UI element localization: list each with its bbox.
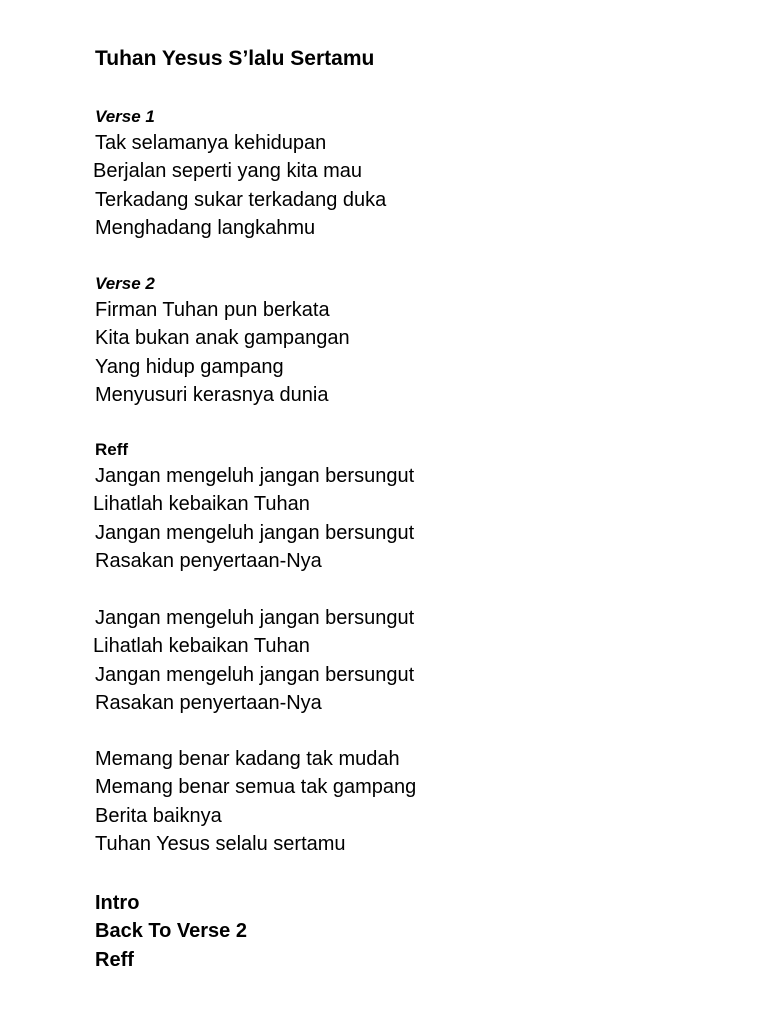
lyric-line: Jangan mengeluh jangan bersungut: [95, 465, 415, 487]
lyric-line: Kita bukan anak gampangan: [95, 327, 350, 350]
arrangement-item: Back To Verse 2: [95, 920, 247, 943]
lyric-line: Terkadang sukar terkadang duka: [95, 188, 387, 211]
lyric-line: Berjalan seperti yang kita mau: [93, 160, 363, 183]
song-title: Tuhan Yesus S’lalu Sertamu: [95, 47, 375, 70]
verse-1-heading: Verse 1: [95, 107, 155, 126]
lyric-line: Tak selamanya kehidupan: [95, 132, 327, 154]
lyric-line: Jangan mengeluh jangan bersungut: [95, 607, 415, 629]
arrangement-item: Intro: [95, 892, 140, 914]
lyric-line: Menghadang langkahmu: [95, 216, 316, 239]
lyric-line: Rasakan penyertaan-Nya: [95, 549, 322, 572]
lyric-line: Memang benar semua tak gampang: [95, 776, 417, 799]
lyric-line: Menyusuri kerasnya dunia: [95, 383, 329, 406]
reff-stanza-2: [95, 604, 414, 717]
verse-1: [95, 105, 386, 242]
lyric-line: Jangan mengeluh jangan bersungut: [95, 663, 415, 686]
verse-2: [95, 272, 350, 409]
lyric-line: Lihatlah kebaikan Tuhan: [93, 493, 310, 516]
arrangement-notes: [95, 889, 247, 974]
lyric-line: Yang hidup gampang: [95, 355, 284, 378]
lyric-line: Berita baiknya: [95, 804, 222, 827]
lyric-line: Jangan mengeluh jangan bersungut: [95, 521, 415, 544]
reff-stanza-1: [95, 438, 414, 575]
lyric-line: Rasakan penyertaan-Nya: [95, 691, 322, 714]
lyric-line: Firman Tuhan pun berkata: [95, 299, 330, 321]
lyric-line: Lihatlah kebaikan Tuhan: [93, 635, 310, 658]
lyric-line: Memang benar kadang tak mudah: [95, 748, 400, 770]
arrangement-item: Reff: [95, 948, 134, 971]
verse-2-heading: Verse 2: [95, 274, 155, 293]
reff-stanza-3: [95, 745, 416, 858]
reff-heading: Reff: [95, 440, 129, 459]
lyric-line: Tuhan Yesus selalu sertamu: [95, 832, 346, 855]
